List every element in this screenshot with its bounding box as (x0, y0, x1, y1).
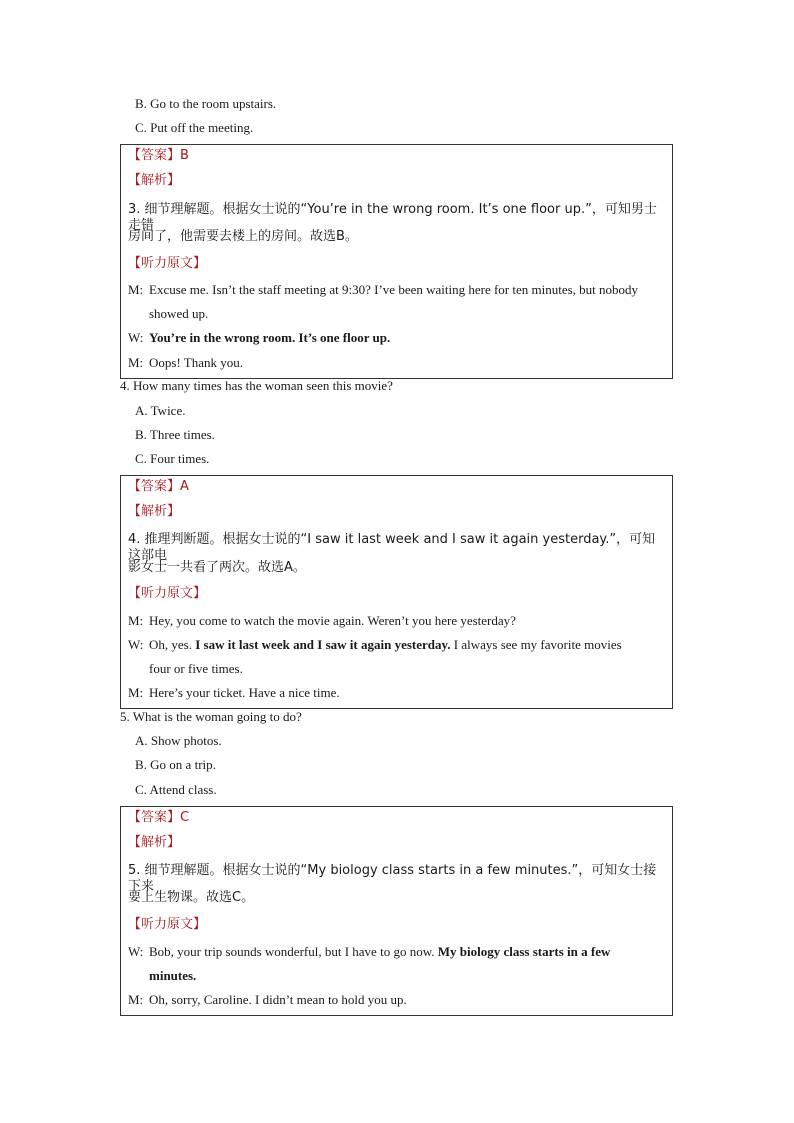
key-sentence: You’re in the wrong room. It’s one floor up. (149, 330, 391, 345)
transcript-line-w1 (128, 330, 665, 346)
analysis-label: 【解析】 (128, 173, 181, 188)
utterance-cont: four or five times. (149, 661, 243, 676)
answer-label: 【答案】 (128, 810, 181, 825)
utterance: Excuse me. Isn’t the staff meeting at 9:30? I’ve been waiting here for ten minutes, but nobody (149, 282, 639, 297)
speaker: W: (128, 330, 144, 345)
speaker: M: (128, 685, 144, 700)
utterance: Hey, you come to watch the movie again. Weren’t you here yesterday? (149, 613, 516, 628)
utterance: Oh, sorry, Caroline. I didn’t mean to hold you up. (149, 992, 407, 1007)
transcript-line-m1 (128, 992, 665, 1008)
speaker: M: (128, 355, 144, 370)
analysis-line-2: 要上生物课。故选C。 (128, 890, 255, 905)
utterance: Oops! Thank you. (149, 355, 244, 370)
answer-label: 【答案】 (128, 479, 181, 494)
speaker: M: (128, 282, 144, 297)
q5-option-c: C. Attend class. (135, 782, 217, 797)
analysis-line-1: 5. 细节理解题。根据女士说的“My biology class starts in a few minutes.”，可知女士接下来 (128, 863, 657, 894)
speaker: W: (128, 637, 144, 652)
q4-option-b: B. Three times. (135, 427, 215, 442)
utterance-cont: showed up. (149, 306, 209, 321)
q5-option-a: A. Show photos. (135, 733, 222, 748)
analysis-line-1: 3. 细节理解题。根据女士说的“You’re in the wrong room. It’s one floor up.”，可知男士走错 (128, 202, 657, 233)
utterance-post: I always see my favorite movies (450, 637, 622, 652)
answer-value: B (180, 148, 189, 163)
q5-option-b: B. Go on a trip. (135, 757, 216, 772)
answer-value: A (180, 479, 189, 494)
transcript-label: 【听力原文】 (128, 917, 207, 932)
transcript-label: 【听力原文】 (128, 256, 207, 271)
key-sentence-cont: minutes. (149, 968, 197, 983)
transcript-line-w1 (128, 637, 665, 677)
q4-option-a: A. Twice. (135, 403, 186, 418)
transcript-line-m2 (128, 355, 665, 371)
utterance-pre: Bob, your trip sounds wonderful, but I have to go now. (149, 944, 438, 959)
q4-answer-box (120, 475, 673, 709)
speaker: W: (128, 944, 144, 959)
q3-answer-box (120, 144, 673, 379)
speaker: M: (128, 992, 144, 1007)
analysis-label: 【解析】 (128, 504, 181, 519)
q4-answer-row (128, 478, 665, 495)
q5-question: 5. What is the woman going to do? (120, 709, 302, 724)
answer-value: C (180, 810, 190, 825)
q5-answer-box (120, 806, 673, 1016)
analysis-label: 【解析】 (128, 835, 181, 850)
analysis-line-1: 4. 推理判断题。根据女士说的“I saw it last week and I saw it again yesterday.”，可知这部电 (128, 532, 656, 563)
analysis-line-2: 房间了，他需要去楼上的房间。故选B。 (128, 229, 358, 244)
q4-question: 4. How many times has the woman seen this movie? (120, 378, 393, 393)
transcript-line-m2 (128, 685, 665, 701)
key-sentence: My biology class starts in a few (437, 944, 611, 959)
speaker: M: (128, 613, 144, 628)
q3-answer-row (128, 147, 665, 164)
utterance-pre: Oh, yes. (149, 637, 196, 652)
key-sentence: I saw it last week and I saw it again yesterday. (195, 637, 451, 652)
q3-option-b: B. Go to the room upstairs. (135, 96, 277, 111)
q3-option-c: C. Put off the meeting. (135, 120, 254, 135)
q5-answer-row (128, 809, 665, 826)
answer-label: 【答案】 (128, 148, 181, 163)
transcript-label: 【听力原文】 (128, 586, 207, 601)
transcript-line-w1 (128, 944, 665, 984)
transcript-line-m1 (128, 613, 665, 629)
analysis-line-2: 影女士一共看了两次。故选A。 (128, 560, 306, 575)
q4-option-c: C. Four times. (135, 451, 210, 466)
utterance: Here’s your ticket. Have a nice time. (149, 685, 340, 700)
transcript-line-m1 (128, 282, 665, 322)
